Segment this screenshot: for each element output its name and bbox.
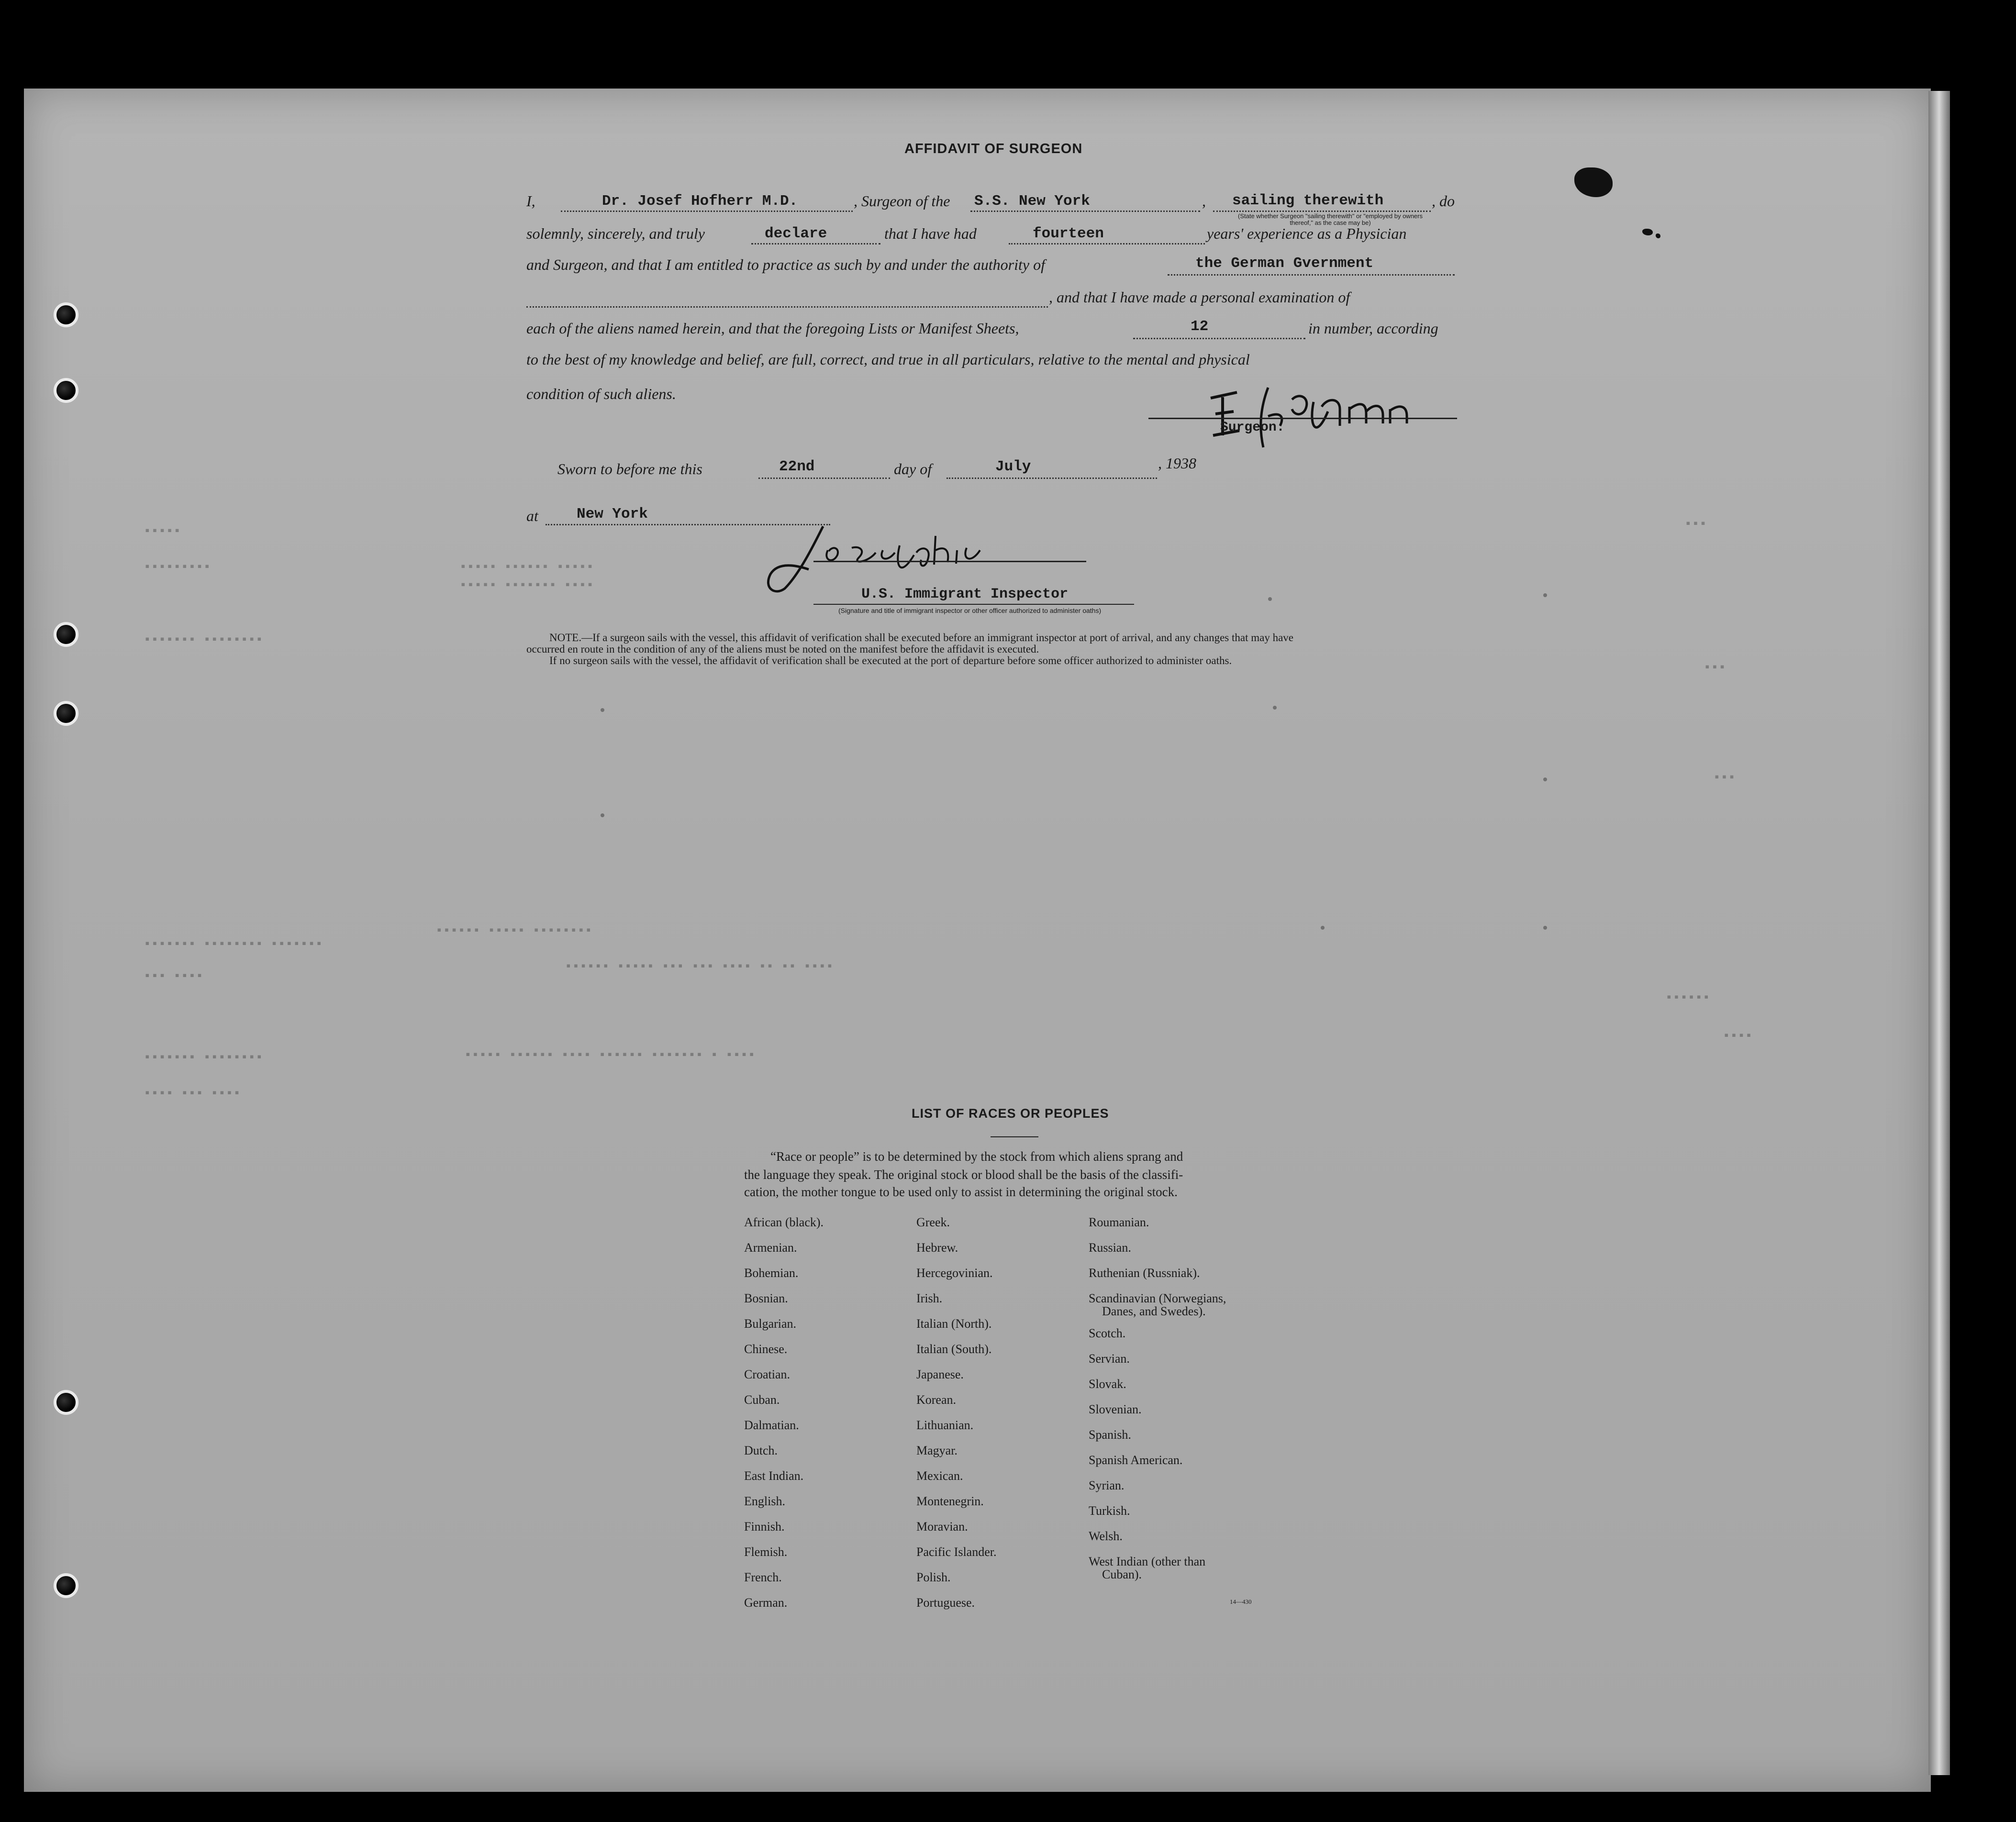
bleed-through-text: ▪▪▪ xyxy=(1684,517,1707,531)
bleed-through-text: ▪▪▪ xyxy=(1704,660,1726,675)
bleed-through-text: ▪▪▪▪▪ ▪▪▪▪▪▪ ▪▪▪▪▪ xyxy=(459,560,594,574)
binder-hole xyxy=(54,701,78,726)
page-edge xyxy=(1928,91,1950,1775)
affidavit-line-7: condition of such aliens. xyxy=(526,385,676,402)
ink-blot xyxy=(1642,229,1653,235)
sworn-text: Sworn to before me this xyxy=(557,460,702,478)
surgeon-signature-line xyxy=(1148,418,1457,419)
races-column-1 xyxy=(744,1210,824,1615)
race-item: Servian. xyxy=(1089,1352,1130,1366)
races-title-rule xyxy=(991,1136,1038,1137)
bleed-through-text: ▪▪▪▪▪▪ ▪▪▪▪▪ ▪▪▪▪▪▪▪▪ xyxy=(435,923,592,938)
affidavit-text: solemnly, sincerely, and truly xyxy=(526,225,705,242)
surgeon-label: Surgeon. xyxy=(1220,420,1285,435)
affidavit-line-1 xyxy=(526,192,535,210)
bleed-through-text: ▪▪▪▪ xyxy=(1723,1029,1753,1043)
race-item: Slovak. xyxy=(1089,1377,1126,1391)
at-place: New York xyxy=(577,506,648,522)
blank-line xyxy=(1213,211,1431,212)
form-number: 14—430 xyxy=(1230,1598,1252,1605)
bleed-through-text: ▪▪▪▪▪▪ xyxy=(1665,990,1710,1005)
inspector-title-line xyxy=(813,604,1134,605)
race-item: Japanese. xyxy=(916,1367,964,1381)
inspector-signature-line xyxy=(813,561,1086,562)
declaration-word: declare xyxy=(765,225,827,242)
note-line-3: If no surgeon sails with the vessel, the affidavit of verification shall be executed at the port of departure before some officer authorized to administer oaths. xyxy=(549,655,1232,667)
race-item xyxy=(1089,1555,1226,1581)
race-item-line: Danes, and Swedes). xyxy=(1102,1304,1206,1318)
blank-line xyxy=(1168,274,1455,276)
race-item: Bosnian. xyxy=(744,1291,788,1305)
race-item: English. xyxy=(744,1494,785,1508)
bleed-through-text: ▪▪▪▪▪▪▪ ▪▪▪▪▪▪▪▪ ▪▪▪▪▪▪▪ xyxy=(144,937,323,951)
bleed-through-mark xyxy=(1321,926,1325,930)
binder-hole xyxy=(54,1390,78,1415)
bleed-through-text: ▪▪▪▪▪▪▪ ▪▪▪▪▪▪▪▪ xyxy=(144,633,263,647)
vessel-name: S.S. New York xyxy=(974,193,1090,210)
affidavit-text: each of the aliens named herein, and that the foregoing Lists or Manifest Sheets, xyxy=(526,320,1019,337)
race-item: East Indian. xyxy=(744,1469,804,1483)
ink-blot xyxy=(1656,233,1660,238)
race-item: Roumanian. xyxy=(1089,1215,1149,1229)
inspector-note: (Signature and title of immigrant inspector or other officer authorized to administer oaths) xyxy=(838,607,1102,614)
affidavit-text: , xyxy=(1202,192,1206,210)
binder-hole xyxy=(54,622,78,647)
blank-line xyxy=(526,306,1048,308)
affidavit-line-6: to the best of my knowledge and belief, are full, correct, and true in all particulars, relative to the mental and physical xyxy=(526,351,1250,368)
race-item-line: Scandinavian (Norwegians, xyxy=(1089,1291,1226,1305)
sheets-count: 12 xyxy=(1191,318,1209,335)
race-item: Armenian. xyxy=(744,1241,797,1255)
race-item: Hercegovinian. xyxy=(916,1266,993,1280)
blank-line xyxy=(1009,243,1205,244)
race-item: Bulgarian. xyxy=(744,1317,797,1331)
race-item: Syrian. xyxy=(1089,1478,1125,1492)
race-item: Moravian. xyxy=(916,1520,968,1533)
race-item: Flemish. xyxy=(744,1545,788,1559)
races-column-3 xyxy=(1089,1210,1226,1581)
race-item: Bohemian. xyxy=(744,1266,799,1280)
affidavit-line-3 xyxy=(526,256,1045,274)
affidavit-text: in number, according xyxy=(1308,320,1438,337)
race-item xyxy=(1089,1292,1226,1318)
race-item: Hebrew. xyxy=(916,1241,958,1255)
affidavit-text: , do xyxy=(1432,192,1455,210)
bleed-through-text: ▪▪▪▪ ▪▪▪ ▪▪▪▪ xyxy=(144,1086,241,1100)
surgeon-signature xyxy=(1196,364,1416,450)
affidavit-text: that I have had xyxy=(884,225,977,242)
blank-line xyxy=(947,478,1157,479)
bleed-through-mark xyxy=(601,708,604,712)
sworn-text: day of xyxy=(894,460,932,478)
race-item: Italian (North). xyxy=(916,1317,992,1331)
bleed-through-mark xyxy=(1543,926,1547,930)
authority-name: the German Gvernment xyxy=(1195,255,1374,272)
affidavit-line-5 xyxy=(526,320,1019,337)
bleed-through-text: ▪▪▪▪▪▪▪ ▪▪▪▪▪▪▪▪ xyxy=(144,1050,263,1065)
sworn-day: 22nd xyxy=(779,458,815,475)
binder-hole xyxy=(54,1573,78,1598)
blank-line xyxy=(561,211,853,212)
races-title: LIST OF RACES OR PEOPLES xyxy=(912,1106,1109,1121)
surgeon-name: Dr. Josef Hofherr M.D. xyxy=(602,193,798,210)
note-line-1 xyxy=(549,632,1293,644)
sworn-month: July xyxy=(995,458,1031,475)
affidavit-title: AFFIDAVIT OF SURGEON xyxy=(904,141,1083,156)
bleed-through-mark xyxy=(1273,706,1277,710)
race-item-line: Cuban). xyxy=(1102,1567,1142,1581)
affidavit-text: and Surgeon, and that I am entitled to practice as such by and under the authority of xyxy=(526,256,1045,273)
affidavit-line-2 xyxy=(526,225,705,243)
race-item: Scotch. xyxy=(1089,1326,1126,1340)
note-label: NOTE. xyxy=(549,632,582,644)
bleed-through-text: ▪▪▪▪▪▪ ▪▪▪▪▪ ▪▪▪ ▪▪▪ ▪▪▪▪ ▪▪ ▪▪ ▪▪▪▪ xyxy=(565,959,834,974)
blank-line xyxy=(751,243,880,244)
race-item: Finnish. xyxy=(744,1520,785,1533)
blank-line xyxy=(758,478,890,479)
bleed-through-mark xyxy=(601,813,604,817)
race-item: Spanish. xyxy=(1089,1428,1131,1442)
races-intro-2: the language they speak. The original stock or blood shall be the basis of the classifi- xyxy=(744,1167,1183,1182)
race-item: Montenegrin. xyxy=(916,1494,984,1508)
note-line-2: occurred en route in the condition of any of the aliens must be noted on the manifest before the affidavit is executed. xyxy=(526,643,1039,655)
bleed-through-mark xyxy=(1543,593,1547,597)
note-text: —If a surgeon sails with the vessel, this affidavit of verification shall be executed before an immigrant inspector at port of arrival, and any changes that may have xyxy=(581,632,1293,644)
races-intro-3: cation, the mother tongue to be used only to assist in determining the original stock. xyxy=(744,1185,1178,1199)
race-item: Korean. xyxy=(916,1393,957,1407)
affidavit-text: , and that I have made a personal examination of xyxy=(1049,289,1350,306)
blank-line xyxy=(1133,338,1305,339)
blank-line xyxy=(970,211,1200,212)
bleed-through-text: ▪▪▪ ▪▪▪▪ xyxy=(144,969,203,983)
race-item: Ruthenian (Russniak). xyxy=(1089,1266,1200,1280)
races-intro-1: “Race or people” is to be determined by the stock from which aliens sprang and xyxy=(770,1149,1183,1164)
race-item: Pacific Islander. xyxy=(916,1545,997,1559)
race-item: Chinese. xyxy=(744,1342,788,1356)
bleed-through-text: ▪▪▪▪▪▪▪▪▪ xyxy=(144,560,211,574)
race-item: Turkish. xyxy=(1089,1504,1130,1518)
bleed-through-text: ▪▪▪▪▪ ▪▪▪▪▪▪▪ ▪▪▪▪ xyxy=(459,578,594,592)
race-item: Spanish American. xyxy=(1089,1453,1183,1467)
race-item: Croatian. xyxy=(744,1367,791,1381)
binder-hole xyxy=(54,302,78,327)
race-item: Polish. xyxy=(916,1570,951,1584)
bleed-through-text: ▪▪▪▪▪ ▪▪▪▪▪▪ ▪▪▪▪ ▪▪▪▪▪▪ ▪▪▪▪▪▪▪ ▪ ▪▪▪▪ xyxy=(464,1048,756,1062)
race-item: Slovenian. xyxy=(1089,1402,1142,1416)
race-item: Portuguese. xyxy=(916,1596,975,1610)
race-item: Lithuanian. xyxy=(916,1418,974,1432)
race-item-line: West Indian (other than xyxy=(1089,1555,1206,1568)
race-item: Dalmatian. xyxy=(744,1418,799,1432)
race-item: Welsh. xyxy=(1089,1529,1123,1543)
sailing-status: sailing therewith xyxy=(1232,192,1384,209)
bleed-through-mark xyxy=(1543,778,1547,781)
race-item: Irish. xyxy=(916,1291,943,1305)
sailing-note: (State whether Surgeon "sailing therewith" or "employed by owners thereof," as the case may be) xyxy=(1238,212,1423,226)
affidavit-text: years' experience as a Physician xyxy=(1207,225,1407,242)
at-label: at xyxy=(526,507,538,524)
race-item: Magyar. xyxy=(916,1444,958,1457)
race-item: German. xyxy=(744,1596,788,1610)
race-item: Greek. xyxy=(916,1215,950,1229)
sworn-year: , 1938 xyxy=(1158,455,1196,472)
bleed-through-text: ▪▪▪ xyxy=(1713,770,1736,785)
binder-hole xyxy=(54,378,78,403)
race-item: African (black). xyxy=(744,1215,824,1229)
race-item: Russian. xyxy=(1089,1241,1131,1255)
races-column-2 xyxy=(916,1210,997,1615)
race-item: French. xyxy=(744,1570,782,1584)
inspector-title: U.S. Immigrant Inspector xyxy=(861,586,1069,602)
race-item: Dutch. xyxy=(744,1444,778,1457)
years-experience: fourteen xyxy=(1033,225,1104,242)
race-item: Cuban. xyxy=(744,1393,780,1407)
affidavit-text: I, xyxy=(526,192,535,210)
bleed-through-mark xyxy=(1268,597,1272,601)
race-item: Italian (South). xyxy=(916,1342,992,1356)
race-item: Mexican. xyxy=(916,1469,963,1483)
affidavit-text: , Surgeon of the xyxy=(854,192,950,210)
bleed-through-text: ▪▪▪▪▪ xyxy=(144,524,181,538)
